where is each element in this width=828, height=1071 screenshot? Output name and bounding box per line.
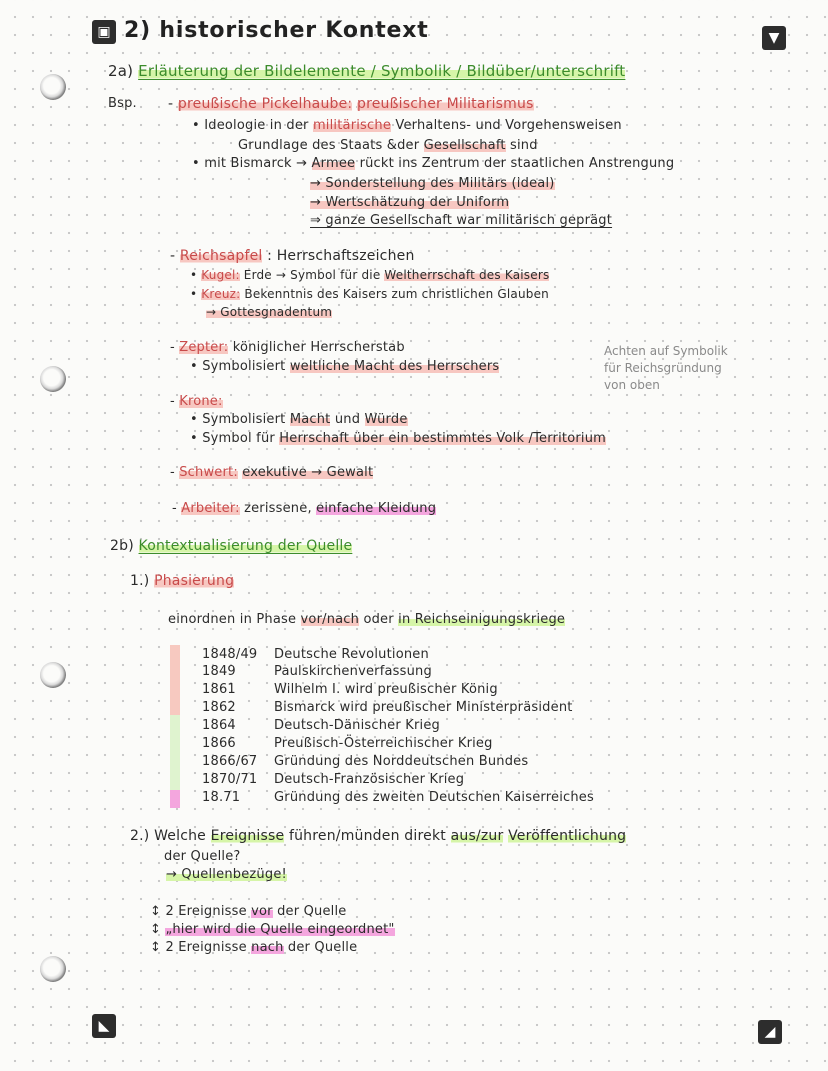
- bullet-nach: ↕ 2 Ereignisse nach der Quelle: [150, 940, 358, 955]
- binder-ring: [40, 74, 66, 100]
- ereignisse-question: 2.) Welche Ereignisse führen/münden direkt aus/zur Veröffentlichung: [130, 828, 627, 844]
- zepter-symbol: • Symbolisiert weltliche Macht des Herrschers: [190, 359, 500, 374]
- phasierung-intro: einordnen in Phase vor/nach oder in Reichseinigungskriege: [168, 612, 566, 627]
- arrow-wertschaetzung: → Wertschätzung der Uniform: [310, 195, 510, 210]
- ereignisse-question-line2: der Quelle?: [164, 849, 241, 864]
- pickelhaube-line: - preußische Pickelhaube: preußischer Militarismus: [168, 96, 534, 112]
- timeline-entry: 1870/71 Deutsch-Französischer Krieg: [202, 772, 465, 787]
- page-corner-icon[interactable]: ◢: [758, 1020, 782, 1044]
- bullet-vor: ↕ 2 Ereignisse vor der Quelle: [150, 904, 347, 919]
- timeline-phase-wars: [170, 715, 180, 790]
- side-note-2: für Reichsgründung: [604, 361, 722, 375]
- page-title: 2) historischer Kontext: [124, 18, 429, 43]
- reichsapfel-kugel: • Kugel: Erde → Symbol für die Weltherrschaft des Kaisers: [190, 268, 550, 282]
- bullet-eingeordnet: ↕ „hier wird die Quelle eingeordnet": [150, 922, 395, 937]
- pickelhaube-grundlage: Grundlage des Staats &der Gesellschaft sind: [238, 138, 538, 153]
- bookmark-icon[interactable]: ▼: [762, 26, 786, 50]
- side-note-3: von oben: [604, 378, 660, 392]
- arrow-sonderstellung: → Sonderstellung des Militärs (ideal): [310, 176, 555, 191]
- quellenbezuege: → Quellenbezüge!: [166, 867, 287, 882]
- timeline-entry: 18.71 Gründung des zweiten Deutschen Kaiserreiches: [202, 790, 594, 805]
- timeline-entry: 1849 Paulskirchenverfassung: [202, 664, 432, 679]
- section-2a-heading: 2a) Erläuterung der Bildelemente / Symbolik / Bildüber/unterschrift: [108, 62, 626, 80]
- timeline-entry: 1862 Bismarck wird preußischer Ministerpräsident: [202, 700, 573, 715]
- timeline-entry: 1861 Wilhelm I. wird preußischer König: [202, 682, 498, 697]
- arrow-gesellschaft: ⇒ ganze Gesellschaft war militärisch geprägt: [310, 213, 613, 228]
- krone-symbolisiert: • Symbolisiert Macht und Würde: [190, 412, 408, 427]
- reichsapfel-kreuz: • Kreuz: Bekenntnis des Kaisers zum christlichen Glauben: [190, 287, 549, 301]
- pickelhaube-ideologie: • Ideologie in der militärische Verhaltens- und Vorgehensweisen: [192, 118, 622, 133]
- page-corner-icon[interactable]: ◣: [92, 1014, 116, 1038]
- reichsapfel-line: - Reichsapfel : Herrschaftszeichen: [170, 248, 415, 264]
- phasierung-heading: 1.) Phasierung: [130, 573, 235, 589]
- krone-symbol: • Symbol für Herrschaft über ein bestimmtes Volk /Territorium: [190, 431, 607, 446]
- timeline-phase-reich: [170, 790, 180, 808]
- checkbox-icon[interactable]: ▣: [92, 20, 116, 44]
- krone-line: - Krone:: [170, 394, 223, 409]
- zepter-line: - Zepter: königlicher Herrscherstab: [170, 340, 405, 355]
- timeline-entry: 1866/67 Gründung des Norddeutschen Bundes: [202, 754, 529, 769]
- binder-ring: [40, 662, 66, 688]
- pickelhaube-bismarck: • mit Bismarck → Armee rückt ins Zentrum der staatlichen Anstrengung: [192, 156, 675, 171]
- timeline-phase-before: [170, 645, 180, 715]
- binder-ring: [40, 366, 66, 392]
- binder-ring: [40, 956, 66, 982]
- schwert-line: - Schwert: exekutive → Gewalt: [170, 465, 374, 480]
- side-note-1: Achten auf Symbolik: [604, 344, 728, 358]
- timeline-entry: 1848/49 Deutsche Revolutionen: [202, 647, 429, 662]
- timeline-entry: 1864 Deutsch-Dänischer Krieg: [202, 718, 440, 733]
- bsp-label: Bsp.: [108, 96, 137, 111]
- arbeiter-line: - Arbeiter: zerissene, einfache Kleidung: [172, 501, 437, 516]
- reichsapfel-gottesgnadentum: → Gottesgnadentum: [206, 305, 333, 319]
- timeline-entry: 1866 Preußisch-Österreichischer Krieg: [202, 736, 493, 751]
- section-2b-heading: 2b) Kontextualisierung der Quelle: [110, 538, 353, 554]
